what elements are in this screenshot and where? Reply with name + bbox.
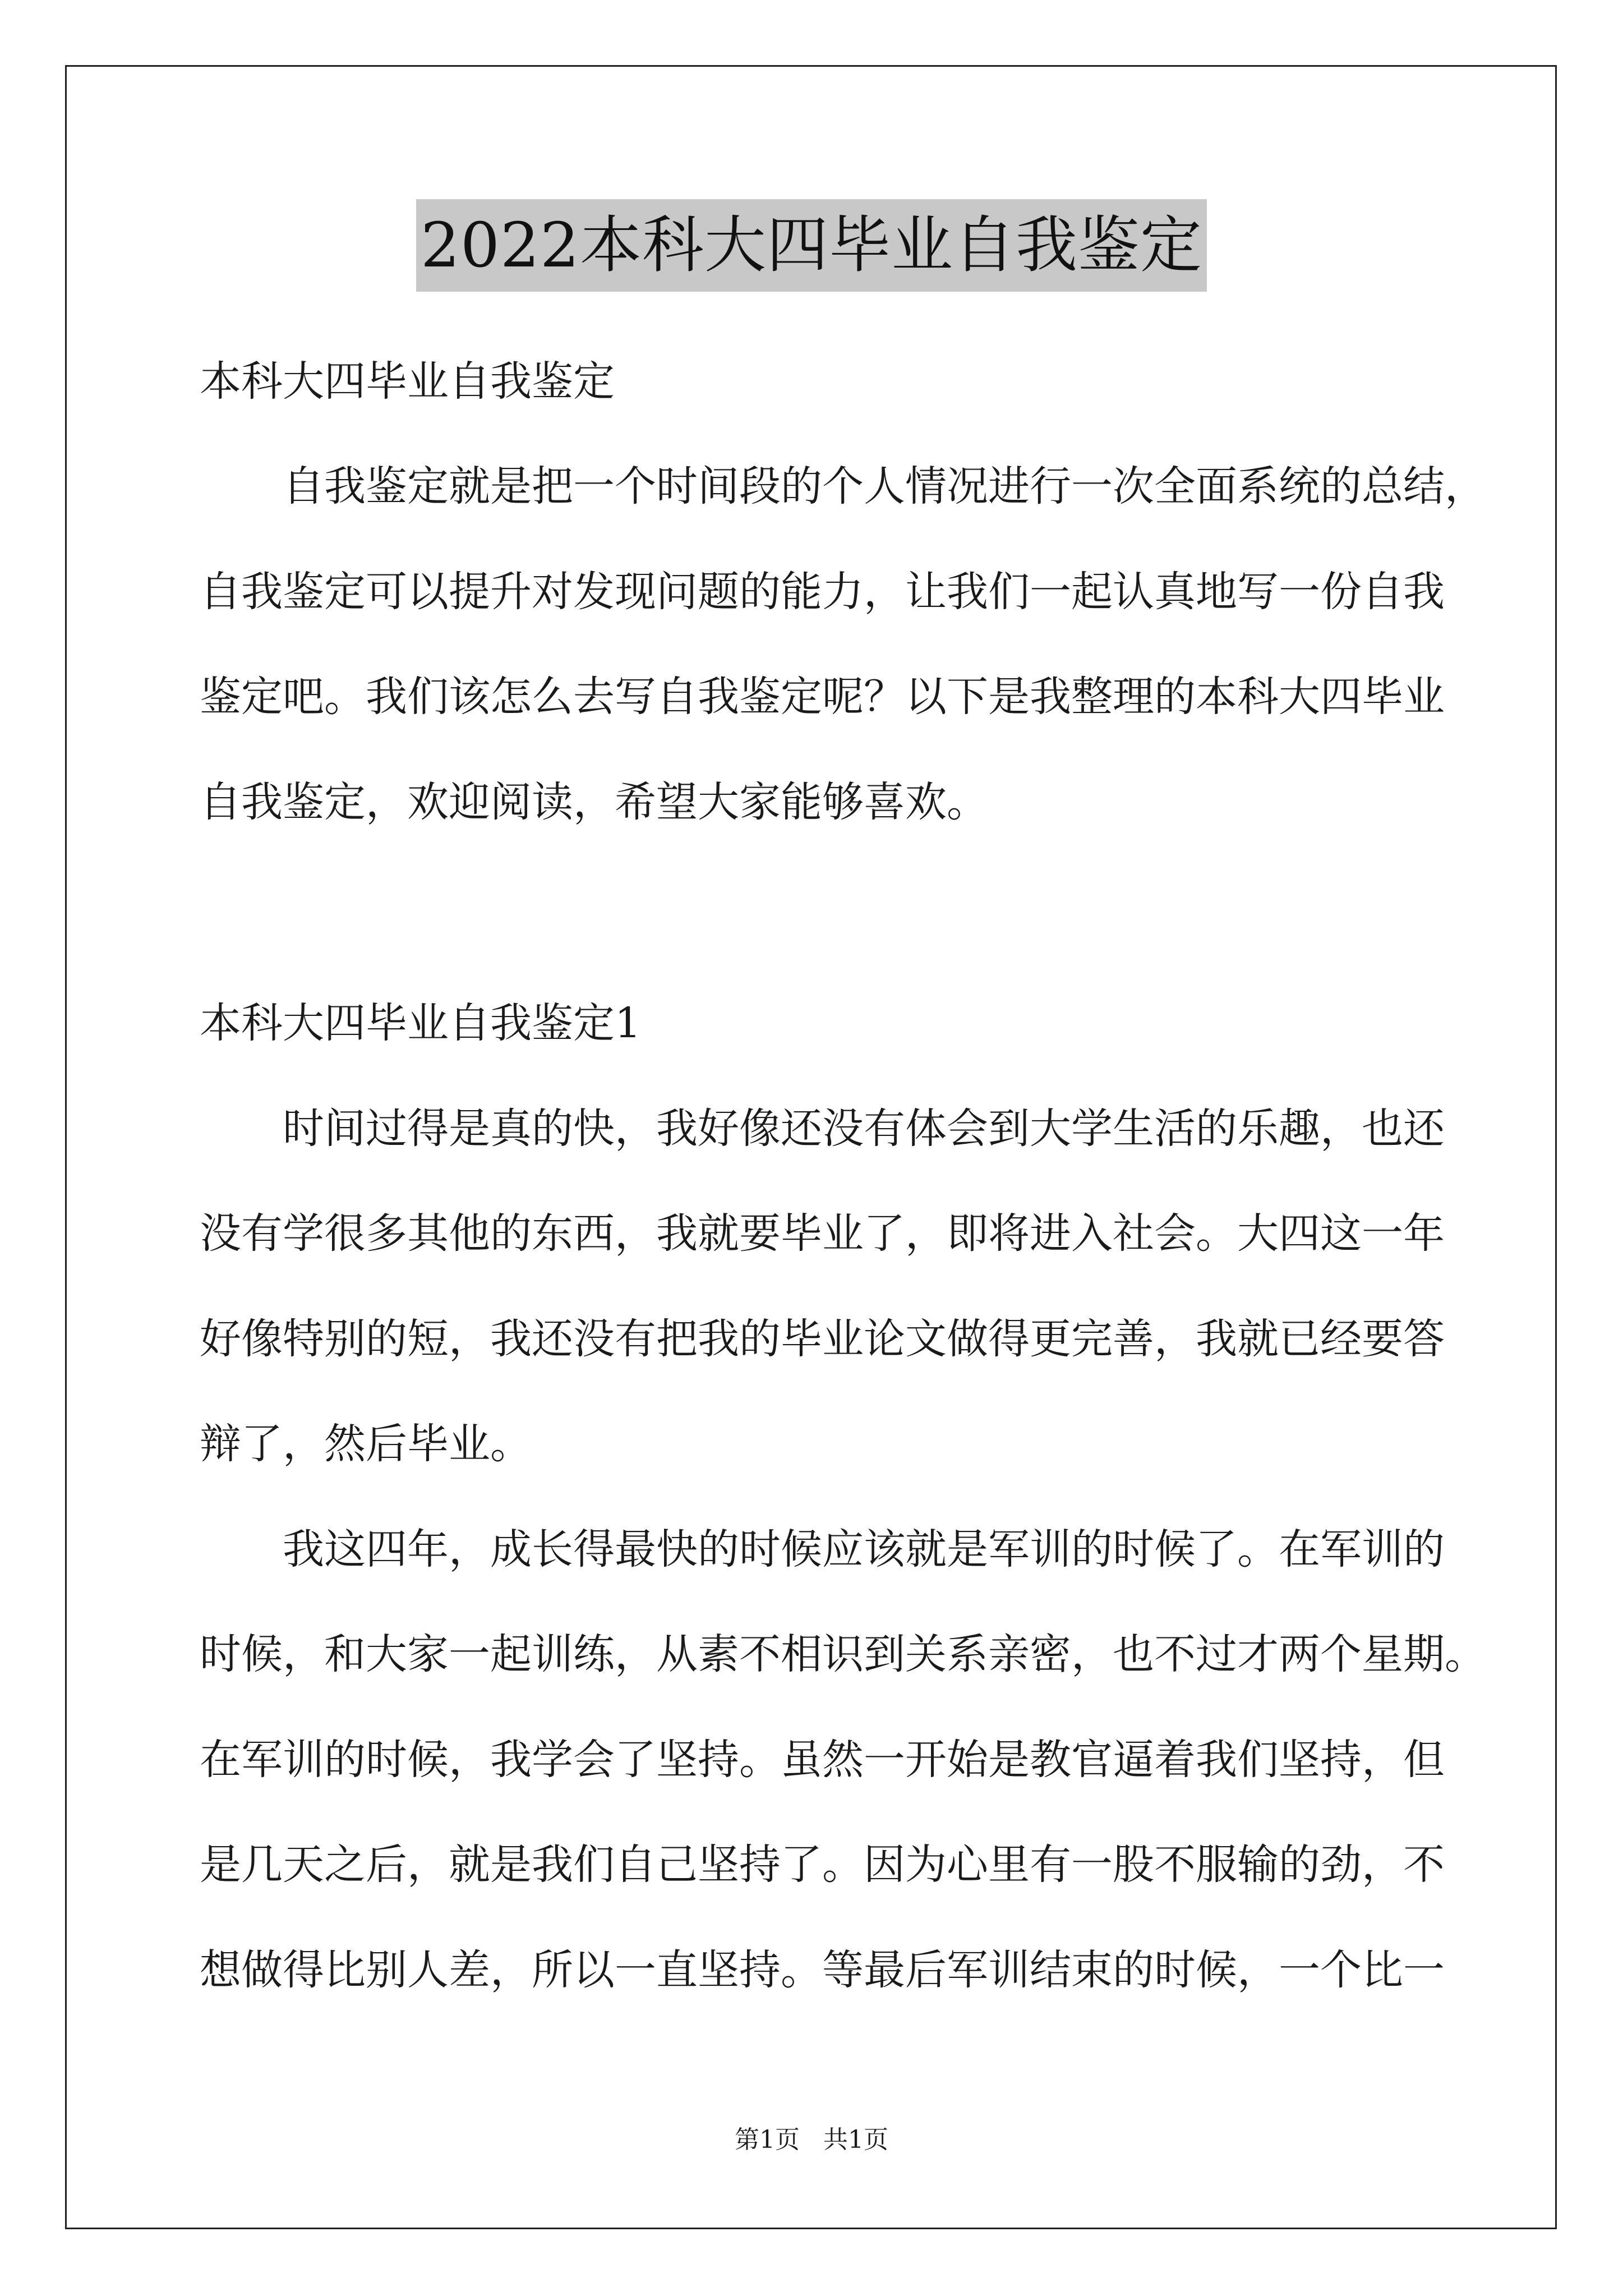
paragraph1-line: 没有学很多其他的东西，我就要毕业了，即将进入社会。大四这一年 [200, 1209, 1445, 1258]
page-footer [0, 2123, 1623, 2157]
paragraph2-line: 时候，和大家一起训练，从素不相识到关系亲密，也不过才两个星期。 [200, 1630, 1486, 1678]
page-total: 共1页 [823, 2125, 888, 2154]
page-number: 第1页 [735, 2125, 800, 2154]
paragraph2-line: 我这四年，成长得最快的时候应该就是军训的时候了。在军训的 [283, 1525, 1445, 1573]
section-heading: 本科大四毕业自我鉴定1 [200, 999, 642, 1047]
paragraph1-line: 辩了，然后毕业。 [200, 1420, 532, 1468]
document-subtitle: 本科大四毕业自我鉴定 [200, 357, 615, 406]
intro-line: 自我鉴定就是把一个时间段的个人情况进行一次全面系统的总结， [283, 462, 1486, 510]
intro-line: 自我鉴定可以提升对发现问题的能力，让我们一起认真地写一份自我 [200, 568, 1445, 616]
paragraph2-line: 想做得比别人差，所以一直坚持。等最后军训结束的时候，一个比一 [200, 1946, 1445, 1994]
intro-line: 自我鉴定，欢迎阅读，希望大家能够喜欢。 [200, 778, 988, 826]
paragraph1-line: 好像特别的短，我还没有把我的毕业论文做得更完善，我就已经要答 [200, 1315, 1445, 1363]
paragraph2-line: 是几天之后，就是我们自己坚持了。因为心里有一股不服输的劲，不 [200, 1841, 1445, 1889]
paragraph1-line: 时间过得是真的快，我好像还没有体会到大学生活的乐趣，也还 [283, 1105, 1445, 1153]
intro-line: 鉴定吧。我们该怎么去写自我鉴定呢？以下是我整理的本科大四毕业 [200, 673, 1445, 721]
title-wrap [0, 199, 1623, 292]
paragraph2-line: 在军训的时候，我学会了坚持。虽然一开始是教官逼着我们坚持，但 [200, 1736, 1445, 1784]
document-title: 2022本科大四毕业自我鉴定 [416, 199, 1207, 292]
